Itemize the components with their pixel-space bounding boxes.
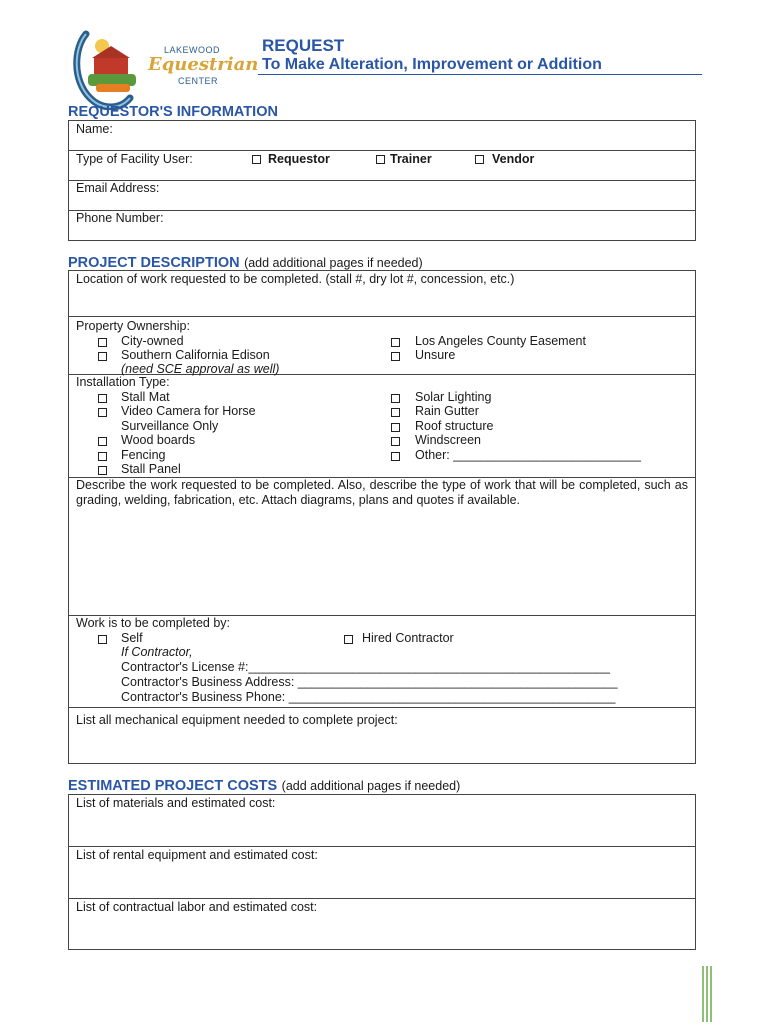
costs-heading: ESTIMATED PROJECT COSTS [68,778,278,794]
requestor-box [68,120,696,241]
name-label: Name: [76,122,113,136]
project-heading-note: (add additional pages if needed) [244,256,423,270]
other-checkbox[interactable] [391,452,400,461]
horseshoe-logo-icon [72,28,144,110]
unsure-checkbox[interactable] [391,352,400,361]
windscreen-label: Windscreen [415,433,481,447]
sce-label: Southern California Edison [121,348,270,362]
ownership-row [69,317,695,375]
title-divider [258,74,702,75]
fencing-checkbox[interactable] [98,452,107,461]
materials-field[interactable] [69,795,695,847]
hired-contractor-checkbox[interactable] [344,635,353,644]
self-checkbox[interactable] [98,635,107,644]
rental-field[interactable] [69,847,695,899]
vendor-checkbox[interactable] [475,155,484,164]
costs-heading-note: (add additional pages if needed) [281,779,461,793]
other-label[interactable]: Other: ___________________________ [415,448,641,462]
rain-gutter-checkbox[interactable] [391,408,400,417]
sce-approval-note: (need SCE approval as well) [121,362,280,376]
vendor-option-label: Vendor [492,152,535,166]
location-field[interactable] [69,271,695,317]
contractor-address-field[interactable]: Contractor's Business Address: ______________________________________________ [121,675,618,689]
city-owned-checkbox[interactable] [98,338,107,347]
completed-by-row [69,616,695,708]
name-field[interactable] [69,121,695,151]
project-heading: PROJECT DESCRIPTION [68,255,240,271]
requestor-option-label: Requestor [268,152,330,166]
wood-boards-label: Wood boards [121,433,196,447]
self-label: Self [121,631,143,645]
trainer-checkbox[interactable] [376,155,385,164]
location-label: Location of work requested to be completed. (stall #, dry lot #, concession, etc.) [76,272,515,286]
phone-field[interactable] [69,211,695,240]
fencing-label: Fencing [121,448,166,462]
contractor-phone-field[interactable]: Contractor's Business Phone: _______________________________________________ [121,690,616,704]
roof-structure-label: Roof structure [415,419,494,433]
roof-structure-checkbox[interactable] [391,423,400,432]
unsure-label: Unsure [415,348,456,362]
if-contractor-label: If Contractor, [121,645,193,659]
page-subtitle: To Make Alteration, Improvement or Addition [262,56,602,73]
installation-label: Installation Type: [76,375,170,389]
page-title: REQUEST [262,36,345,55]
wood-boards-checkbox[interactable] [98,437,107,446]
decorative-lines [702,966,712,1022]
labor-field[interactable] [69,899,695,949]
rental-label: List of rental equipment and estimated cost: [76,848,318,862]
stall-mat-checkbox[interactable] [98,394,107,403]
describe-work-label: Describe the work requested to be completed. Also, describe the type of work that will be completed, such as grading, welding, fabrication, etc. Attach diagrams, plans and quotes if available. [76,478,688,507]
stall-mat-label: Stall Mat [121,390,170,404]
costs-box [68,794,696,950]
video-camera-checkbox[interactable] [98,408,107,417]
stall-panel-label: Stall Panel [121,462,181,476]
logo-line3: CENTER [178,76,219,86]
city-owned-label: City-owned [121,334,184,348]
solar-lighting-checkbox[interactable] [391,394,400,403]
labor-label: List of contractual labor and estimated cost: [76,900,318,914]
contractor-license-field[interactable]: Contractor's License #:____________________________________________________ [121,660,610,674]
completed-by-label: Work is to be completed by: [76,616,231,630]
sce-checkbox[interactable] [98,352,107,361]
video-camera-label: Video Camera for Horse [121,404,256,418]
trainer-option-label: Trainer [390,152,432,166]
materials-label: List of materials and estimated cost: [76,796,276,810]
logo [72,28,259,110]
solar-lighting-label: Solar Lighting [415,390,492,404]
requestor-checkbox[interactable] [252,155,261,164]
surveillance-label: Surveillance Only [121,419,219,433]
equipment-label: List all mechanical equipment needed to complete project: [76,713,398,727]
windscreen-checkbox[interactable] [391,437,400,446]
stall-panel-checkbox[interactable] [98,466,107,475]
hired-contractor-label: Hired Contractor [362,631,454,645]
la-county-label: Los Angeles County Easement [415,334,586,348]
email-field[interactable] [69,181,695,211]
project-box [68,270,696,764]
phone-label: Phone Number: [76,211,164,225]
logo-script: Equestrian [148,54,259,75]
la-county-checkbox[interactable] [391,338,400,347]
costs-heading-line [68,777,460,795]
facility-user-label: Type of Facility User: [76,152,193,166]
ownership-label: Property Ownership: [76,319,190,333]
describe-work-field[interactable] [69,478,695,616]
logo-line1: LAKEWOOD [164,45,221,55]
facility-user-row [69,151,695,181]
rain-gutter-label: Rain Gutter [415,404,479,418]
equipment-field[interactable] [69,708,695,763]
email-label: Email Address: [76,181,160,195]
requestor-heading: REQUESTOR'S INFORMATION [68,104,278,120]
installation-row [69,375,695,478]
